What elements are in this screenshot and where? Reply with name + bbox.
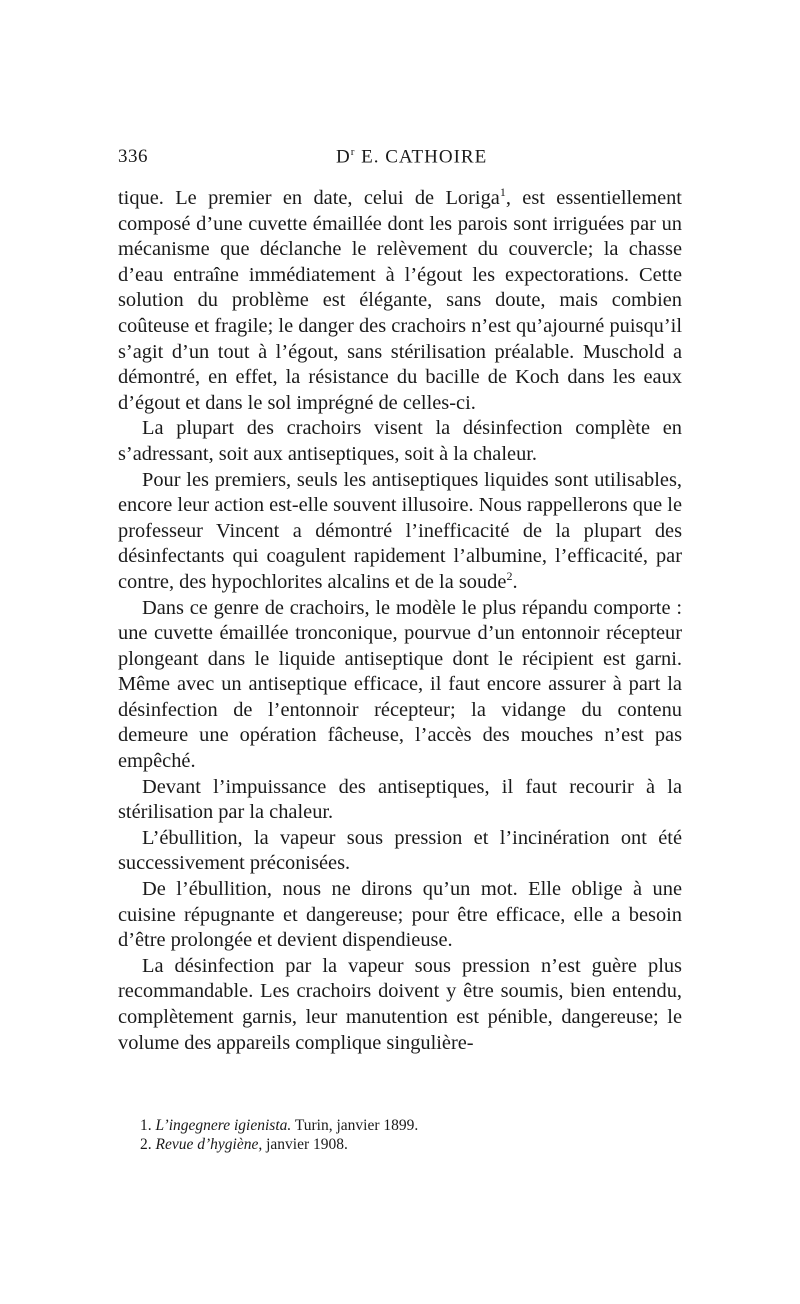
paragraph-continued xyxy=(118,186,682,416)
footnotes xyxy=(140,1116,682,1154)
paragraph-text: Pour les premiers, seuls les antiseptiques liquides sont utilisables, encore leur action est-elle souvent illusoire. Nous rappellerons que le professeur Vincent a démontré l’inefficacité de la plupart des désinfectants qui coagulent rapidement l’albumine, l’efficacité, par contre, des hypochlorites alcalins et de la soude xyxy=(118,468,682,593)
footnote-number: 1. xyxy=(140,1117,152,1134)
body-text xyxy=(118,186,682,1056)
paragraph: L’ébullition, la vapeur sous pression et l’incinération ont été successivement préconisées. xyxy=(118,826,682,875)
author-superscript: r xyxy=(350,146,356,158)
paragraph-text: . xyxy=(512,570,518,593)
paragraph: La plupart des crachoirs visent la désinfection complète en s’adressant, soit aux antiseptiques, soit à la chaleur. xyxy=(118,417,682,465)
author-name: E. CATHOIRE xyxy=(355,146,488,168)
running-head-author xyxy=(336,146,487,168)
paragraph: De l’ébullition, nous ne dirons qu’un mot. Elle oblige à une cuisine répugnante et dangereuse; pour être efficace, elle a besoin d’être prolongée et devient dispendieuse. xyxy=(118,878,682,952)
paragraph xyxy=(118,468,682,596)
footnote-1 xyxy=(140,1116,682,1135)
paragraph-text: , est essentiellement composé d’une cuvette émaillée dont les parois sont irriguées par un mécanisme que déclanche le relèvement du couvercle; la chasse d’eau entraîne immédiatement à l’égout les expectorations. Cette solution du problème est élégante, sans doute, mais combien coûteuse et fragile; le danger des crachoirs n’est qu’ajourné puisqu’il s’agit d’un tout à l’égout, sans stérilisation préalable. Muschold a démontré, en effet, la résistance du bacille de Koch dans les eaux d’égout et dans le sol imprégné de celles-ci. xyxy=(118,187,682,414)
author-prefix: D xyxy=(336,146,351,168)
footnote-title: L’ingegnere igienista. xyxy=(155,1117,292,1134)
page-number: 336 xyxy=(118,146,148,167)
paragraph: Devant l’impuissance des antiseptiques, il faut recourir à la stérilisation par la chaleur. xyxy=(118,775,682,824)
paragraph: Dans ce genre de crachoirs, le modèle le plus répandu comporte : une cuvette émaillée tronconique, pourvue d’un entonnoir récepteur plongeant dans le liquide antiseptique dont le récipient est garni. Même avec un antiseptique efficace, il faut encore assurer à part la désinfection de l’entonnoir récepteur; la vidange du contenu demeure une opération fâcheuse, l’accès des mouches n’est pas empêché. xyxy=(118,596,682,773)
footnote-2 xyxy=(140,1135,682,1154)
page-header xyxy=(118,146,682,172)
footnote-reference[interactable]: 2 xyxy=(506,569,513,584)
paragraph: La désinfection par la vapeur sous pression n’est guère plus recommandable. Les crachoirs doivent y être soumis, bien entendu, complètement garnis, leur manutention est pénible, dangereuse; le volume des appareils complique singulière- xyxy=(118,954,682,1054)
paragraph-text: tique. Le premier en date, celui de Loriga xyxy=(118,187,500,209)
footnote-title: Revue d’hygiène, xyxy=(155,1136,263,1153)
footnote-reference[interactable]: 1 xyxy=(499,185,506,200)
footnote-number: 2. xyxy=(140,1136,152,1153)
footnote-detail: janvier 1908. xyxy=(262,1136,348,1153)
footnote-detail: Turin, janvier 1899. xyxy=(291,1117,419,1134)
